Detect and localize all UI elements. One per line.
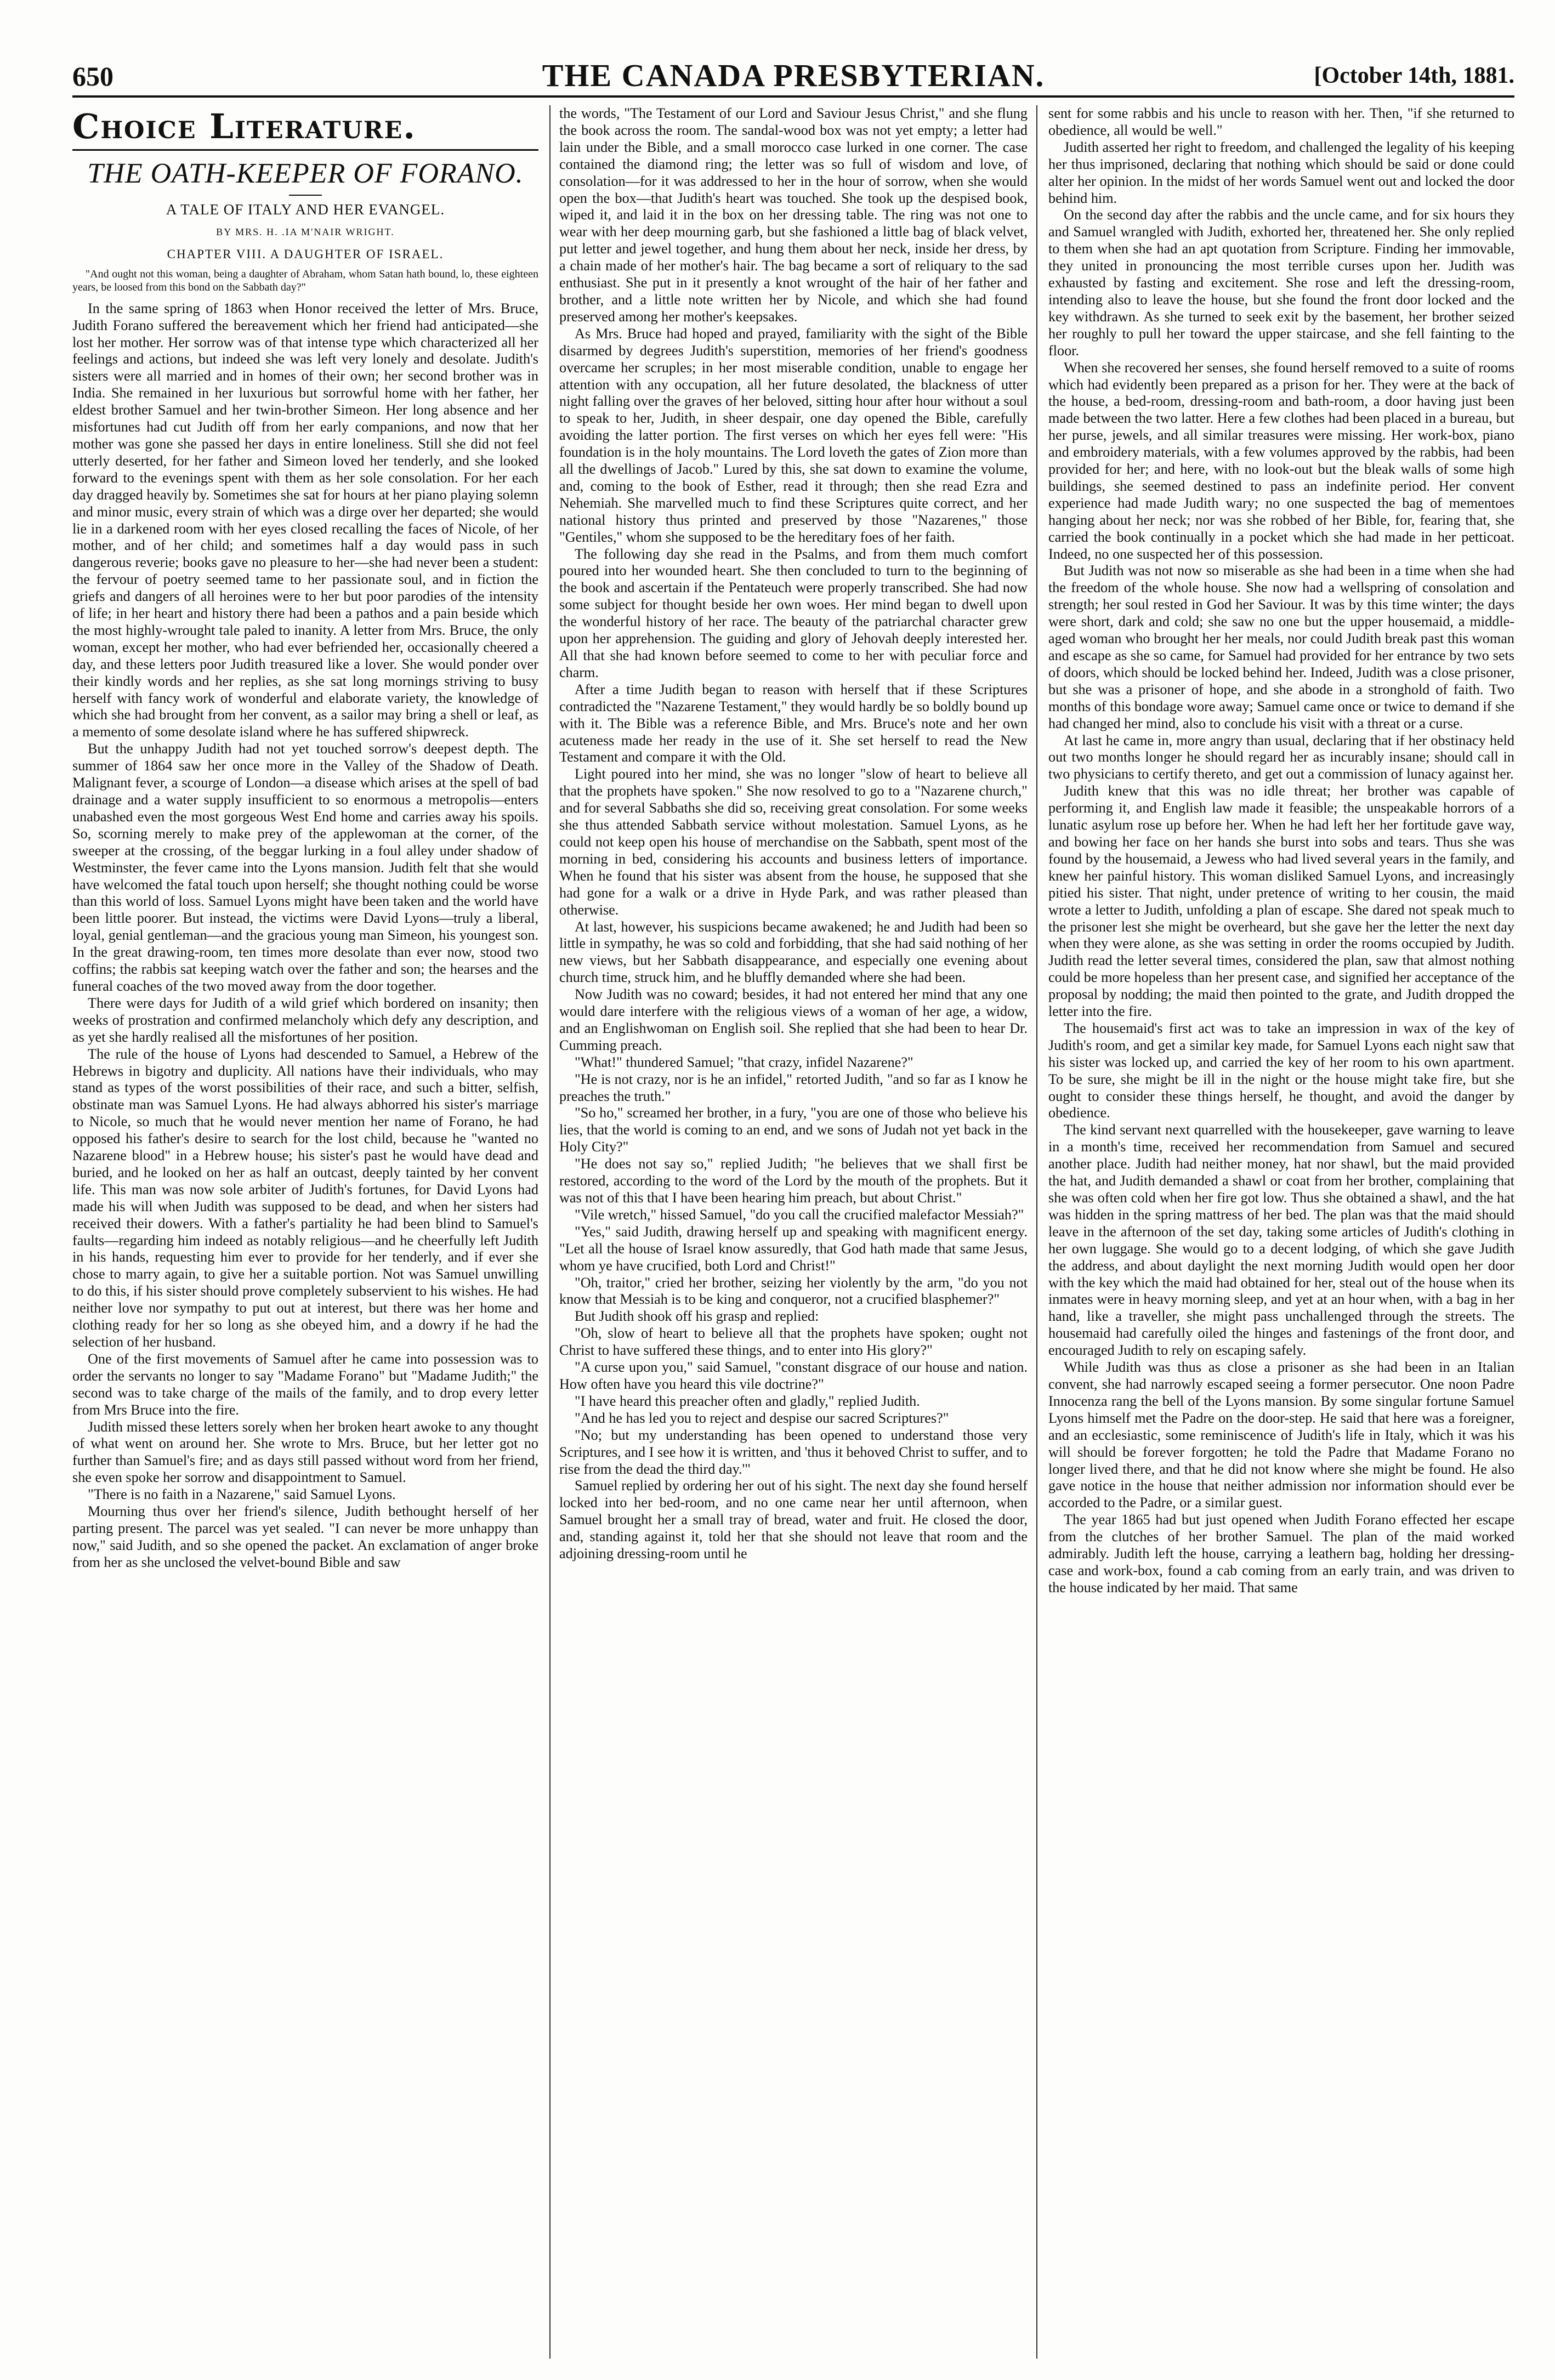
- paragraph: Samuel replied by ordering her out of his sight. The next day she found herself locked into her bed-room, and no one came near her until afternoon, when Samuel brought her a small tray of bread, water and fruit. He closed the door, and, standing against it, told her that she should not leave that room and the adjoining dressing-room until he: [559, 1478, 1028, 1562]
- paragraph: "Vile wretch," hissed Samuel, "do you call the crucified malefactor Messiah?": [575, 1206, 1024, 1223]
- paragraph: Judith knew that this was no idle threat; her brother was capable of performing it, and English law made it feasible; the unspeakable horrors of a lunatic asylum rose up before her. When he had left her her fortitude gave way, and bowing her face on her hands she burst into sobs and tears. Thus she was found by the housemaid, a Jewess who had lived several years in the family, and knew her painful history. This woman disliked Samuel Lyons, and increasingly pitied his sister. That night, under pretence of writing to her cousin, the maid wrote a letter to Judith, unfolding a plan of escape. She dared not speak much to the prisoner lest she might be overheard, but she gave her the letter the next day when they were alone, as she was setting in order the rooms occupied by Judith. Judith read the letter several times, considered the plan, saw that almost nothing could be more hopeless than her present case, and signified her acceptance of the proposal by nodding; the maid then pointed to the grate, and Judith dropped the letter into the fire.: [1048, 783, 1514, 1020]
- column-body: [72, 300, 538, 1571]
- paragraph: The housemaid's first act was to take an impression in wax of the key of Judith's room, and get a similar key made, for Samuel Lyons each night saw that his sister was locked up, and carried the key of her room to his own apartment. To be sure, she might be ill in the night or the house might take fire, but she ought to consider these things herself, he thought, and avoid the danger by obedience.: [1048, 1020, 1514, 1121]
- story-title: THE OATH-KEEPER OF FORANO.: [87, 158, 524, 189]
- paragraph: Judith missed these letters sorely when her broken heart awoke to any thought of what went on around her. She wrote to Mrs. Bruce, but her letter got no further than Samuel's fire; and as days still passed without word from her friend, she even spoke her sorrow and disappointment to Samuel.: [72, 1418, 538, 1486]
- paragraph: As Mrs. Bruce had hoped and prayed, familiarity with the sight of the Bible disarmed by degrees Judith's superstition, memories of her friend's goodness overcame her scruples; in her most miserable condition, unable to engage her attention with any occupation, all her future desolated, the blackness of utter night falling over the graves of her beloved, sitting hour after hour without a soul to speak to her, Judith, in sheer despair, one day opened the Bible, carefully avoiding the latter portion. The first verses on which her eyes fell were: "His foundation is in the holy mountains. The Lord loveth the gates of Zion more than all the dwellings of Jacob." Lured by this, she sat down to examine the volume, and, coming to the book of Esther, read it through; then she read Ezra and Nehemiah. She marvelled much to find these Scriptures quite correct, and her national history thus printed and preserved by those "Nazarenes," those "Gentiles," whom she supposed to be the hereditary foes of her faith.: [559, 325, 1028, 545]
- paragraph: One of the first movements of Samuel after he came into possession was to order the servants no longer to say "Madame Forano" but "Madame Judith;" the second was to take charge of the mails of the family, and to drop every letter from Mrs Bruce into the fire.: [72, 1350, 538, 1418]
- paragraph: the words, "The Testament of our Lord and Saviour Jesus Christ," and she flung the book across the room. The sandal-wood box was not yet empty; a letter had lain under the Bible, and a small morocco case lurked in one corner. The case contained the diamond ring; the letter was so full of wisdom and love, of consolation—for it was addressed to her in the hour of sorrow, when she would open the box—that Judith's heart was touched. She took up the despised book, wiped it, and laid it in the box on her dressing table. The ring was not one to wear with her deep mourning garb, but she fashioned a little bag of black velvet, put letter and jewel together, and hung them about her neck, inside her dress, by a chain made of her mother's hair. The bag became a sort of reliquary to the sad enthusiast. She put in it presently a knot wrought of the hair of her father and brother, and a little note written her by Nicole, and which she had found preserved among her mother's keepsakes.: [559, 105, 1028, 325]
- paragraph: At last, however, his suspicions became awakened; he and Judith had been so little in sympathy, he was so cold and forbidding, that she had said nothing of her new views, but her Sabbath disappearance, and especially one evening about church time, struck him, and he bluffly demanded where she had been.: [559, 918, 1028, 986]
- page-number: 650: [72, 61, 113, 92]
- paragraph: The following day she read in the Psalms, and from them much comfort poured into her wounded heart. She then concluded to turn to the beginning of the book and ascertain if the Pentateuch were properly transcribed. She had now some subject for thought beside her own woes. Her mind began to dwell upon the wonderful history of her race. The beauty of the patriarchal character grew upon her apprehension. The guiding and glory of Jehovah deeply interested her. All that she had known before seemed to come to her with peculiar force and charm.: [559, 546, 1028, 680]
- epigraph: "And ought not this woman, being a daughter of Abraham, whom Satan hath bound, lo, these eighteen years, be loosed from this bond on the Sabbath day?": [72, 268, 538, 293]
- paragraph: There were days for Judith of a wild grief which bordered on insanity; then weeks of prostration and confirmed melancholy which defy any description, and as yet she hardly realised all the misfortunes of her position.: [72, 995, 538, 1045]
- paragraph: "What!" thundered Samuel; "that crazy, infidel Nazarene?": [575, 1054, 913, 1070]
- paragraph: But the unhappy Judith had not yet touched sorrow's deepest depth. The summer of 1864 saw her once more in the Valley of the Shadow of Death. Malignant fever, a scourge of London—a disease which arises at the spell of bad drainage and a water supply insufficient to so enormous a metropolis—enters unabashed even the most gorgeous West End home and carries away his spoils. So, scorning merely to make prey of the applewoman at the corner, of the sweeper at the crossing, of the beggar lurking in a foul alley under shadow of Westminster, the fever came into the Lyons mansion. Judith felt that she would have welcomed the fatal touch upon herself; she thought nothing could be worse than this world of loss. Samuel Lyons might have been taken and the world have been little poorer. But instead, the victims were David Lyons—truly a liberal, loyal, genial gentleman—and the gracious young man Simeon, his youngest son. In the great drawing-room, ten times more desolate than ever now, stood two coffins; the rabbis sat keeping watch over the father and son; the hearses and the funeral coaches of the two moved away from the door together.: [72, 741, 538, 994]
- paragraph: But Judith was not now so miserable as she had been in a time when she had the freedom of the whole house. She now had a wellspring of consolation and strength; her soul rested in God her Saviour. It was by this time winter; the days were short, dark and cold; she saw no one but the upper housemaid, a middle-aged woman who brought her her meals, nor could Judith break past this woman and escape as she so came, for Samuel had provided for her entrance by two sets of doors, which should be locked behind her. Indeed, Judith was a close prisoner, but she was a prisoner of hope, and she abode in a stronghold of faith. Two months of this bondage wore away; Samuel came once or twice to demand if she had changed her mind, also to conclude his visit with a threat or a curse.: [1048, 563, 1514, 731]
- paragraph: The rule of the house of Lyons had descended to Samuel, a Hebrew of the Hebrews in bigotry and duplicity. All nations have their individuals, who may stand as types of the worst possibilities of their race, and such a bitter, selfish, obstinate man was Samuel Lyons. He had always abhorred his sister's marriage to Nicole, so much that he would never mention her name of Forano, he had opposed his father's desire to search for the lost child, because he "wanted no Nazarene blood" in a Hebrew house; his sister's past he would have dead and buried, and he looked on her as half an outcast, deeply tainted by her convent life. This man was now sole arbiter of Judith's fortunes, for David Lyons had made his will when Judith was supposed to be dead, and when her sisters had received their dowers. With a father's partiality he had been blind to Samuel's faults—regarding him indeed as notably religious—and he cheerfully left Judith in his hands, requesting him ever to provide for her tenderly, and if ever she chose to marry again, to give her a suitable portion. Not was Samuel unwilling to do this, if his sister should prove completely subservient to his wishes. He had neither love nor sympathy to put out at interest, but there was her home and clothing ready for her so long as she obeyed him, and a dowry if he had the selection of her husband.: [72, 1046, 538, 1350]
- paragraph: "Oh, slow of heart to believe all that the prophets have spoken; ought not Christ to have suffered these things, and to enter into His glory?": [559, 1325, 1028, 1359]
- paragraph: But Judith shook off his grasp and replied:: [575, 1308, 819, 1325]
- paragraph: Light poured into her mind, she was no longer "slow of heart to believe all that the prophets have spoken." She now resolved to go to a "Nazarene church," and for several Sabbaths she did so, receiving great consolation. For some weeks she thus attended Sabbath service without molestation. Samuel Lyons, as he could not keep open his house of merchandise on the Sabbath, spent most of the morning in bed, considering his accounts and business letters of importance. When he found that his sister was absent from the house, he supposed that she had gone for a walk or a drive in Hyde Park, and was rather pleased than otherwise.: [559, 766, 1028, 918]
- newspaper-title: THE CANADA PRESBYTERIAN.: [542, 58, 1045, 93]
- divider: [72, 149, 538, 151]
- chapter-heading: CHAPTER VIII. A DAUGHTER OF ISRAEL.: [167, 247, 444, 261]
- paragraph: On the second day after the rabbis and the uncle came, and for six hours they and Samuel wrangled with Judith, exhorted her, threatened her. She only replied to them when she had an apt quotation from Scripture. Finding her immovable, they united in pronouncing the most terrible curses upon her. Judith was exhausted by fasting and excitement. She rose and left the dressing-room, intending also to leave the house, but she found the front door locked and the key withdrawn. As she turned to seek exit by the basement, her brother seized her roughly to pull her toward the upper staircase, and she fell fainting to the floor.: [1048, 207, 1514, 359]
- paragraph: Mourning thus over her friend's silence, Judith bethought herself of her parting present. The parcel was yet sealed. "I can never be more unhappy than now," said Judith, and so she opened the packet. An exclamation of anger broke from her as she unclosed the velvet-bound Bible and saw: [72, 1503, 538, 1570]
- column-body: [1048, 105, 1514, 1597]
- story-subtitle: A TALE OF ITALY AND HER EVANGEL.: [166, 201, 445, 218]
- paragraph: The kind servant next quarrelled with the housekeeper, gave warning to leave in a month's time, received her recommendation from Samuel and secured another place. Judith had neither money, hat nor shawl, but the maid provided the hat, and Judith demanded a shawl or coat from her brother, complaining that she was often cold when her fire got low. Thus she obtained a shawl, and the hat was hidden in the spring mattress of her bed. The plan was that the maid should leave in the afternoon of the set day, taking some articles of Judith's clothing in her own luggage. She would go to a decent lodging, of which she gave Judith the address, and about daylight the next morning Judith would open her door with the key which the maid had obtained for her, steal out of the house when its inmates were in heavy morning sleep, and yet at an hour when, with a bag in her hand, like a traveller, she might pass unchallenged through the streets. The housemaid had carefully oiled the hinges and fastenings of the front door, and encouraged Judith to rely on escaping safely.: [1048, 1122, 1514, 1359]
- paragraph: "I have heard this preacher often and gladly," replied Judith.: [575, 1393, 920, 1409]
- paragraph: "A curse upon you," said Samuel, "constant disgrace of our house and nation. How often have you heard this vile doctrine?": [559, 1359, 1028, 1392]
- paragraph: Judith asserted her right to freedom, and challenged the legality of his keeping her thus imprisoned, declaring that nothing which should be said or done could alter her opinion. In the midst of her words Samuel went out and locked the door behind him.: [1048, 139, 1514, 206]
- column-left: [72, 105, 538, 2359]
- paragraph: When she recovered her senses, she found herself removed to a suite of rooms which had evidently been prepared as a prison for her. They were at the back of the house, a bed-room, dressing-room and bath-room, a door having just been made between the two latter. Here a few clothes had been placed in a bureau, but her purse, jewels, and all similar treasures were missing. Her work-box, piano and embroidery materials, with a few volumes approved by the rabbis, had been provided for her; and here, with no look-out but the bleak walls of some high buildings, she seemed destined to pass an indefinite period. Her convent experience had made Judith wary; no one suspected the bag of mementoes hanging about her neck; nor was she robbed of her Bible, for, fearing that, she carried the book continually in a pocket which she had made in her petticoat. Indeed, no one suspected her of this possession.: [1048, 359, 1514, 562]
- paragraph: "He is not crazy, nor is he an infidel," retorted Judith, "and so far as I know he preaches the truth.": [559, 1071, 1028, 1104]
- column-middle: [549, 105, 1037, 2359]
- paragraph: "So ho," screamed her brother, in a fury, "you are one of those who believe his lies, that the world is coming to an end, and we sons of Judah not yet back in the Holy City?": [559, 1105, 1028, 1155]
- issue-date: [October 14th, 1881.: [1314, 63, 1514, 88]
- columns: [72, 105, 1514, 2359]
- divider: [289, 195, 322, 196]
- paragraph: "There is no faith in a Nazarene," said Samuel Lyons.: [88, 1486, 396, 1503]
- masthead: [72, 55, 1514, 98]
- paragraph: While Judith was thus as close a prisoner as she had been in an Italian convent, she had narrowly escaped seeing a former persecutor. One noon Padre Innocenza rang the bell of the Lyons mansion. By some singular fortune Samuel Lyons himself met the Padre on the door-step. He said that here was a foreigner, and an ecclesiastic, some reminiscence of Judith's life in Italy, which it was his will should be forever forgotten; he told the Padre that Madame Forano no longer lived there, and that he did not know where she might be found. He also gave notice in the house that neither admission nor information should ever be accorded to the Padre, or a similar guest.: [1048, 1359, 1514, 1511]
- paragraph: "He does not say so," replied Judith; "he believes that we shall first be restored, according to the word of the Lord by the mouth of the prophets. But it was not of this that I have been hearing him preach, but about Christ.": [559, 1156, 1028, 1206]
- paragraph: The year 1865 had but just opened when Judith Forano effected her escape from the clutches of her brother Samuel. The plan of the maid worked admirably. Judith left the house, carrying a leathern bag, holding her dressing-case and work-box, found a cab coming from an early train, and was driven to the house indicated by her maid. That same: [1048, 1512, 1514, 1595]
- paragraph: "Oh, traitor," cried her brother, seizing her violently by the arm, "do you not know that Messiah is to be king and conqueror, not a crucified blasphemer?": [559, 1274, 1028, 1308]
- paragraph: In the same spring of 1863 when Honor received the letter of Mrs. Bruce, Judith Forano suffered the bereavement which her friend had anticipated—she lost her mother. Her sorrow was of that intense type which characterized all her feelings and actions, but indeed she was left very lonely and desolate. Judith's sisters were all married and in homes of their own; her second brother was in India. She remained in her luxurious but sorrowful home with her father, her eldest brother Samuel and her twin-brother Simeon. Her long absence and her misfortunes had cut Judith off from her early companions, and now that her mother was gone she passed her days in entire loneliness. Still she did not feel utterly deserted, for her father and Simeon loved her tenderly, and she looked forward to the evenings spent with them as her sole consolation. For her each day dragged heavily by. Sometimes she sat for hours at her piano playing solemn and minor music, every strain of which was a dirge over her departed; she would lie in a darkened room with her eyes closed recalling the faces of Nicole, of her mother, and of her child; and sometimes half a day would pass in such dangerous reverie; books gave no pleasure to her—she had never been a student: the fervour of poetry seemed tame to her passionate soul, and in fiction the griefs and dangers of all heroines were to her but poor parodies of the intensity of life; in her heart and history there had been a pathos and a pain beside which the most highly-wrought tale paled to inanity. A letter from Mrs. Bruce, the only woman, except her mother, who had ever befriended her, occasionally cheered a day, and these letters poor Judith treasured like a lover. She would ponder over their kindly words and her replies, as she sat long mornings striving to busy herself with fancy work of wonderful and elaborate variety, the knowledge of which she had brought from her convent, as a sailor may bring a shell or leaf, as a memento of some desolate island where he has suffered shipwreck.: [72, 300, 538, 740]
- column-body: [559, 105, 1028, 1563]
- paragraph: "No; but my understanding has been opened to understand those very Scriptures, and I see how it is written, and 'thus it behoved Christ to suffer, and to rise from the dead the third day.'": [559, 1427, 1028, 1477]
- byline: BY MRS. H. .IA M'NAIR WRIGHT.: [216, 226, 395, 237]
- column-right: [1048, 105, 1514, 2359]
- paragraph: Now Judith was no coward; besides, it had not entered her mind that any one would dare interfere with the religious views of a woman of her age, a widow, and an Englishwoman on English soil. She replied that she had been to hear Dr. Cumming preach.: [559, 986, 1028, 1053]
- section-heading: Choice Literature.: [72, 106, 416, 146]
- paragraph: sent for some rabbis and his uncle to reason with her. Then, "if she returned to obedience, all would be well.": [1048, 105, 1514, 138]
- paragraph: After a time Judith began to reason with herself that if these Scriptures contradicted the "Nazarene Testament," they would hardly be so boldly bound up with it. The Bible was a reference Bible, and Mrs. Bruce's note and her own acuteness made her ready in the use of it. She set herself to read the New Testament and compare it with the Old.: [559, 681, 1028, 765]
- paragraph: "And he has led you to reject and despise our sacred Scriptures?": [575, 1410, 949, 1426]
- paragraph: "Yes," said Judith, drawing herself up and speaking with magnificent energy. "Let all the house of Israel know assuredly, that God hath made that same Jesus, whom ye have crucified, both Lord and Christ!": [559, 1223, 1028, 1274]
- paragraph: At last he came in, more angry than usual, declaring that if her obstinacy held out two months longer he should regard her as incurably insane; should call in two physicians to certify thereto, and get out a commission of lunacy against her.: [1048, 732, 1514, 782]
